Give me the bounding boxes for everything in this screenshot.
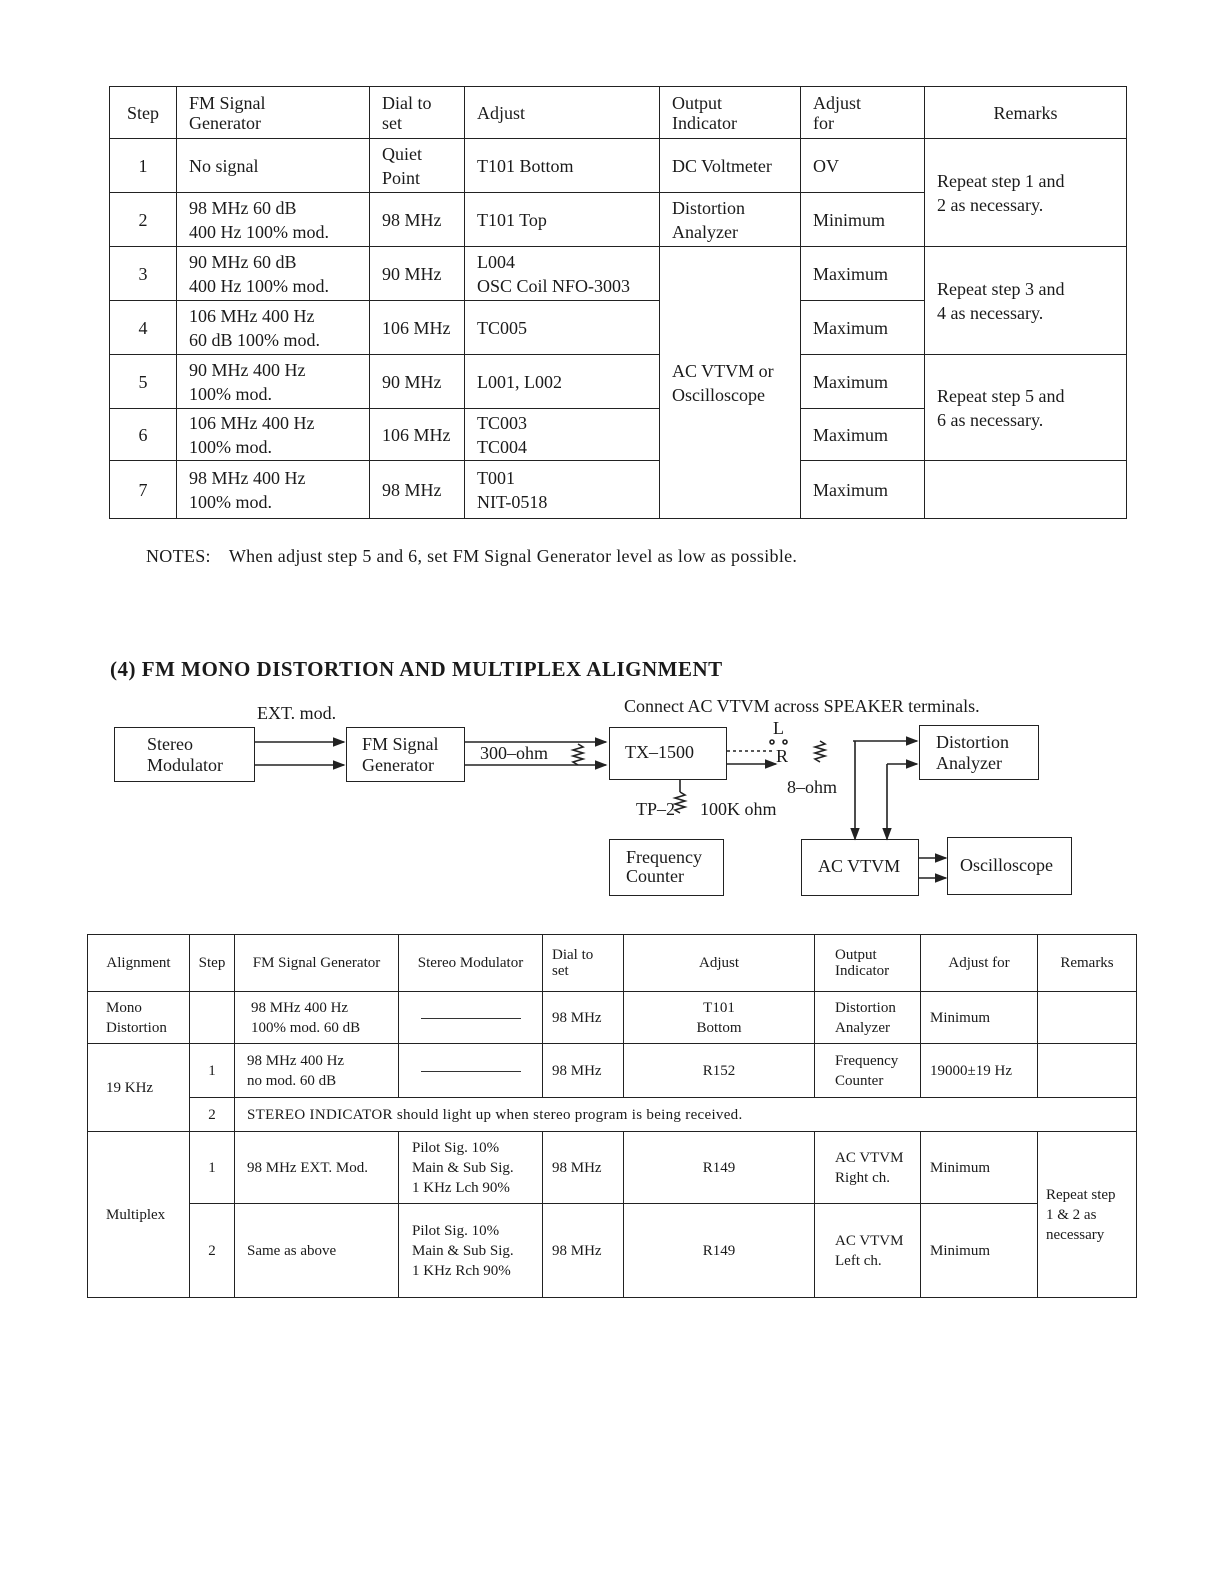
dial-cell: 98 MHz [543,1044,624,1098]
frequency-counter-box: Frequency Counter [609,839,724,896]
adjust-cell: R152 [624,1044,815,1098]
dial-cell: 98 MHz [370,461,465,519]
step-cell: 2 [190,1204,235,1298]
terminal-l-label: L [773,718,784,738]
header-output-indicator: Output Indicator [815,935,921,992]
stereo-indicator-note: STEREO INDICATOR should light up when stereo program is being received. [235,1098,1137,1132]
adjust-cell: TC003 TC004 [465,409,660,461]
stereo-modulator-cell: Pilot Sig. 10% Main & Sub Sig. 1 KHz Lch 90% [399,1132,543,1204]
alignment-cell: Mono Distortion [88,992,190,1044]
header-output-indicator: Output Indicator [660,87,801,139]
fm-signal-generator-box: FM Signal Generator [346,727,465,782]
oscilloscope-box: Oscilloscope [947,837,1072,895]
dial-cell: 106 MHz [370,301,465,355]
adjust-for-cell: 19000±19 Hz [921,1044,1038,1098]
step-cell: 4 [110,301,177,355]
dial-cell: 106 MHz [370,409,465,461]
dial-cell: 98 MHz [543,1132,624,1204]
adjust-cell: R149 [624,1204,815,1298]
dial-cell: 98 MHz [543,992,624,1044]
dash [421,1018,521,1019]
generator-cell: 106 MHz 400 Hz 100% mod. [177,409,370,461]
generator-cell: 106 MHz 400 Hz 60 dB 100% mod. [177,301,370,355]
generator-cell: 98 MHz 400 Hz no mod. 60 dB [235,1044,399,1098]
stereo-modulator-cell: Pilot Sig. 10% Main & Sub Sig. 1 KHz Rch 90% [399,1204,543,1298]
adjust-cell: T101 Bottom [465,139,660,193]
ac-vtvm-box: AC VTVM [801,839,919,896]
adjust-cell: L001, L002 [465,355,660,409]
adjust-for-cell: Minimum [921,1132,1038,1204]
adjust-for-cell: Maximum [801,355,925,409]
adjust-for-cell: Maximum [801,409,925,461]
header-fm-signal-generator: FM Signal Generator [235,935,399,992]
generator-cell: Same as above [235,1204,399,1298]
output-cell: AC VTVM Right ch. [815,1132,921,1204]
adjust-for-cell: Maximum [801,301,925,355]
header-remarks: Remarks [925,87,1127,139]
remarks-cell: Repeat step 1 & 2 as necessary [1038,1132,1137,1298]
output-cell: AC VTVM Left ch. [815,1204,921,1298]
step-cell: 5 [110,355,177,409]
step-cell: 6 [110,409,177,461]
step-cell: 1 [190,1132,235,1204]
generator-cell: 90 MHz 60 dB 400 Hz 100% mod. [177,247,370,301]
dial-cell: 90 MHz [370,355,465,409]
output-cell: Distortion Analyzer [660,193,801,247]
stereo-modulator-box: Stereo Modulator [114,727,255,782]
resistor-8-ohm [815,741,825,762]
step-cell: 2 [190,1098,235,1132]
step-cell: 7 [110,461,177,519]
adjust-for-cell: Maximum [801,461,925,519]
step-cell: 1 [110,139,177,193]
header-dial: Dial to set [543,935,624,992]
remarks-cell [1038,1044,1137,1098]
header-dial: Dial to set [370,87,465,139]
generator-cell: 98 MHz 400 Hz 100% mod. 60 dB [235,992,399,1044]
alignment-cell: Multiplex [88,1132,190,1298]
generator-cell: 98 MHz 60 dB 400 Hz 100% mod. [177,193,370,247]
resistor-100k [675,792,685,813]
generator-cell: 90 MHz 400 Hz 100% mod. [177,355,370,409]
adjust-for-cell: Minimum [801,193,925,247]
header-step: Step [190,935,235,992]
adjust-cell: R149 [624,1132,815,1204]
adjust-for-cell: Minimum [921,992,1038,1044]
resistor-300-ohm [573,744,583,765]
dash [421,1071,521,1072]
step-cell: 3 [110,247,177,301]
distortion-analyzer-box: Distortion Analyzer [919,725,1039,780]
header-adjust-for: Adjust for [801,87,925,139]
step-cell: 2 [110,193,177,247]
section-title: (4) FM MONO DISTORTION AND MULTIPLEX ALIGNMENT [110,657,723,681]
connect-note: Connect AC VTVM across SPEAKER terminals. [624,696,980,716]
dial-cell: 98 MHz [543,1204,624,1298]
table-row [88,1132,1137,1204]
table-row [88,1044,1137,1098]
output-cell: DC Voltmeter [660,139,801,193]
notes-label: NOTES: [146,546,211,566]
tx-1500-box: TX–1500 [609,727,727,780]
header-step: Step [110,87,177,139]
terminal-r [783,740,787,744]
terminal-r-label: R [776,746,789,766]
adjust-for-cell: Maximum [801,247,925,301]
tp2-label: TP–2 [636,799,676,819]
header-remarks: Remarks [1038,935,1137,992]
header-fm-signal-generator: FM Signal Generator [177,87,370,139]
adjust-cell: T101 Bottom [624,992,815,1044]
header-alignment: Alignment [88,935,190,992]
adjust-cell: T001 NIT-0518 [465,461,660,519]
header-adjust: Adjust [624,935,815,992]
adjust-cell: L004 OSC Coil NFO-3003 [465,247,660,301]
dial-cell: Quiet Point [370,139,465,193]
terminal-l [770,740,774,744]
output-cell: Distortion Analyzer [815,992,921,1044]
100k-label: 100K ohm [700,799,777,819]
adjust-for-cell: Minimum [921,1204,1038,1298]
remarks-cell: Repeat step 3 and 4 as necessary. [925,247,1127,355]
ext-mod-label: EXT. mod. [257,703,337,723]
generator-cell: 98 MHz 400 Hz 100% mod. [177,461,370,519]
remarks-cell: Repeat step 1 and 2 as necessary. [925,139,1127,247]
adjust-cell: T101 Top [465,193,660,247]
header-adjust: Adjust [465,87,660,139]
table-row [88,1098,1137,1132]
header-adjust-for: Adjust for [921,935,1038,992]
generator-cell: No signal [177,139,370,193]
output-cell: Frequency Counter [815,1044,921,1098]
remarks-cell: Repeat step 5 and 6 as necessary. [925,355,1127,461]
step-cell: 1 [190,1044,235,1098]
table-row [88,1204,1137,1298]
ohm300-label: 300–ohm [480,743,549,763]
notes-text: When adjust step 5 and 6, set FM Signal Generator level as low as possible. [228,546,798,566]
output-cell-merged: AC VTVM or Oscilloscope [660,247,801,519]
stereo-modulator-cell [399,1044,543,1098]
generator-cell: 98 MHz EXT. Mod. [235,1132,399,1204]
dial-cell: 98 MHz [370,193,465,247]
remarks-cell [1038,992,1137,1044]
alignment-table-2 [87,934,1137,1298]
table-row [88,992,1137,1044]
adjust-cell: TC005 [465,301,660,355]
dial-cell: 90 MHz [370,247,465,301]
adjust-for-cell: OV [801,139,925,193]
header-stereo-modulator: Stereo Modulator [399,935,543,992]
stereo-modulator-cell [399,992,543,1044]
alignment-cell: 19 KHz [88,1044,190,1132]
ohm8-label: 8–ohm [787,777,838,797]
step-cell [190,992,235,1044]
